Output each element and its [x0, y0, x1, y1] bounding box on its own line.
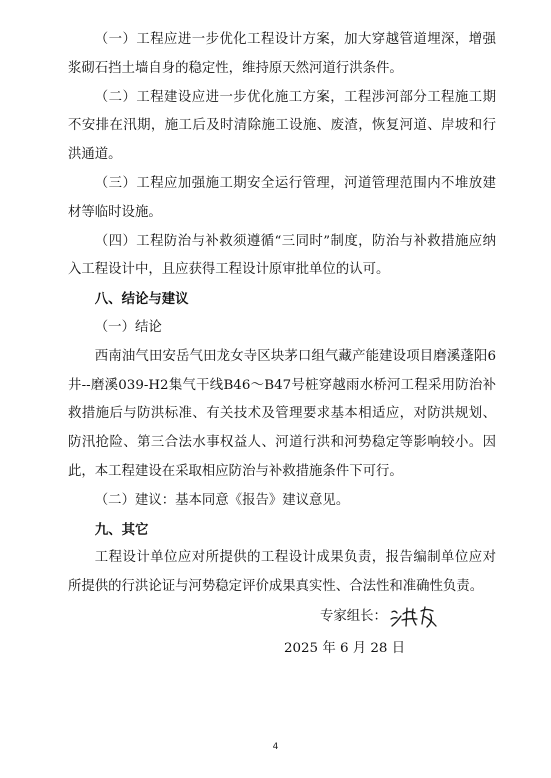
section-heading-other: 九、其它	[94, 521, 149, 538]
paragraph-three-simultaneous: （四）工程防治与补救须遵循“三同时”制度，防治与补救措施应纳入工程设计中，且应获得工程设计原审批单位的认可。	[68, 233, 496, 278]
signature-label: 专家组长：	[320, 609, 387, 624]
paragraph-other-text: 工程设计单位应对所提供的工程设计成果负责，报告编制单位应对所提供的行洪论证与河势稳定评价成果真实性、合法性和准确性负责。	[68, 550, 496, 595]
paragraph-optimize-design: （一）工程应进一步优化工程设计方案，加大穿越管道埋深，增强浆砌石挡土墙自身的稳定性，维持原天然河道行洪条件。	[68, 32, 496, 76]
signature-line	[320, 604, 520, 630]
signature-date: 2025 年 6 月 28 日	[284, 641, 406, 656]
paragraph-safety-management: （三）工程应加强施工期安全运行管理，河道管理范围内不堆放建材等临时设施。	[68, 175, 496, 220]
handwritten-signature	[389, 604, 441, 630]
document-body	[68, 26, 496, 602]
paragraph-conclusion-text: 西南油气田安岳气田龙女寺区块茅口组气藏产能建设项目磨溪蓬阳6井--磨溪039-H2集气干线B46～B47号桩穿越雨水桥河工程采用防治补救措施后与防洪标准、有关技术及管理要求基本相适应，对防洪规划、防汛抢险、第三合法水事权益人、河道行洪和河势稳定等影响较小。因此，本工程建设在采取相应防治与补救措施条件下可行。	[68, 348, 496, 479]
paragraph-optimize-construction: （二）工程建设应进一步优化施工方案，工程涉河部分工程施工期不安排在汛期，施工后及时清除施工设施、废渣，恢复河道、岸坡和行洪通道。	[68, 89, 496, 163]
subheading-conclusion: （一）结论	[94, 319, 162, 335]
page-number: 4	[272, 742, 279, 752]
signature-block	[284, 604, 520, 662]
paragraph-suggestion: （二）建议：基本同意《报告》建议意见。	[94, 492, 350, 508]
section-heading-conclusion: 八、结论与建议	[94, 291, 189, 308]
